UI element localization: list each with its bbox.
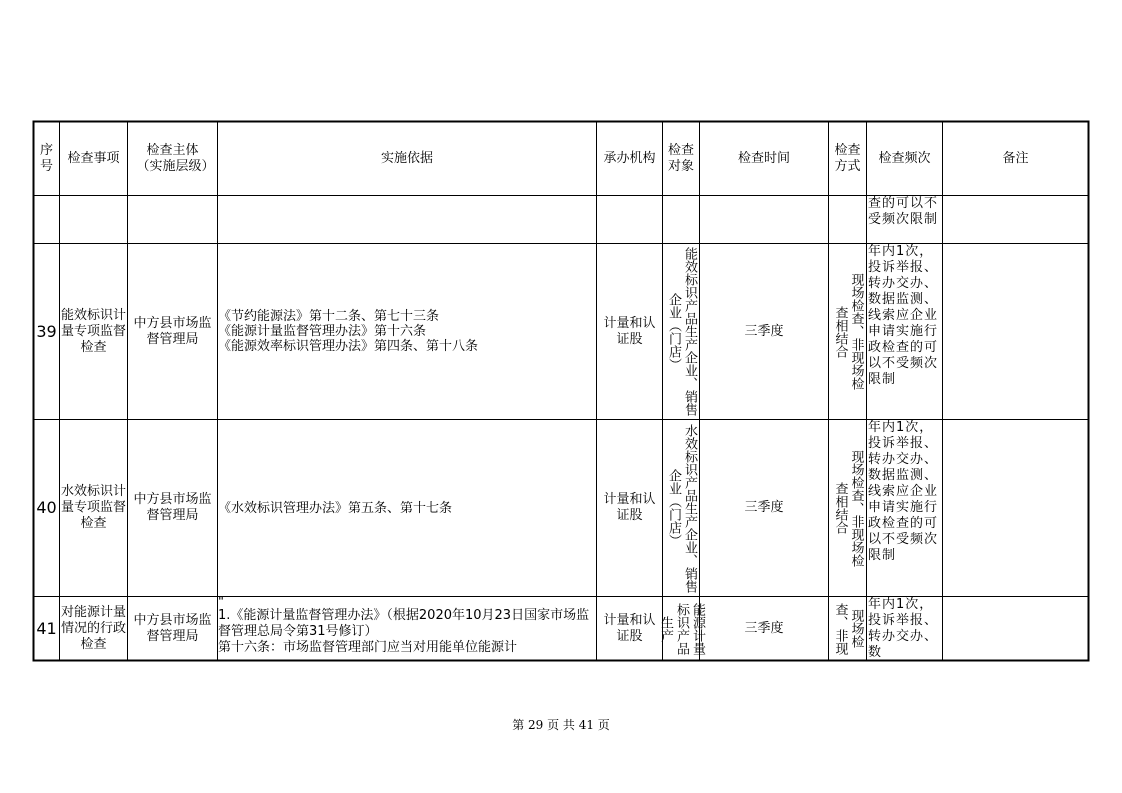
header-note-text: 备注 [1002,150,1029,166]
row-40-subject [128,420,217,596]
header-note [943,122,1088,195]
freq-text: 年内1次，投诉举报、转办交办、数据监测、线索应企业申请实施行政检查的可以不受频次限制 [868,244,939,387]
basis-line: 1.《能源计量监督管理办法》（根据2020年10月23日国家市场监督管理总局令第31号修订） [218,608,590,639]
header-basis-text: 实施依据 [380,150,433,166]
freq-text: 查的可以不受频次限制 [868,196,939,227]
time-text: 三季度 [744,323,784,339]
header-agency [597,122,662,195]
time-text: 三季度 [744,500,784,515]
row-41-item [60,597,127,660]
method-text: 现场检查、非现场检查相结合 [832,273,864,390]
target-text: 能源计量标识产品生产 [658,602,705,655]
seq-number: 40 [36,498,57,517]
basis-line: 《水效标识管理办法》第五条、第十七条 [218,500,453,516]
subject-text: 中方县市场监督管理局 [133,612,212,644]
basis-line: 第十六条：市场监督管理部门应当对用能单位能源计 [218,640,518,655]
basis-line: " [218,595,224,610]
header-freq [867,122,942,195]
table-row-continued-freq [868,196,942,243]
row-40-agency [597,420,662,596]
header-subject-text: 检查主体（实施层级） [136,142,215,174]
basis-lines [218,309,478,354]
row-39-method [829,244,866,419]
method-text: 现场检查、非现场检查相结合 [832,449,864,567]
agency-text: 计量和认证股 [603,315,656,347]
header-subject [128,122,217,195]
row-40-item [60,420,127,596]
row-41-subject [128,597,217,660]
subject-text: 中方县市场监督管理局 [133,492,212,523]
freq-text: 年内1次，投诉举报、转办交办、数据监测、线索应企业申请实施行政检查的可以不受频次限制 [868,420,939,563]
agency-text: 计量和认证股 [603,613,656,644]
basis-lines [218,597,594,656]
row-40-basis [218,420,596,596]
row-40-target [663,420,699,596]
row-41-seq [34,597,59,660]
agency-text: 计量和认证股 [603,492,656,523]
row-39-item [60,244,127,419]
row-39-basis [218,244,596,419]
header-target-text: 检查对象 [667,142,694,174]
target-text: 水效标识产品生产企业、销售企业（门店） [666,423,697,593]
item-text: 能效标识计量专项监督检查 [60,307,126,355]
row-40-seq [34,420,59,596]
header-agency-text: 承办机构 [603,150,656,166]
basis-line: 《能源效率标识管理办法》第四条、第十八条 [218,339,479,354]
header-method [829,122,866,195]
seq-number: 39 [36,321,57,341]
row-39-time [700,244,828,419]
time-text: 三季度 [744,620,784,636]
basis-line: 《能源计量监督管理办法》第十六条 [218,324,427,339]
row-39-freq [868,244,942,419]
row-41-agency [597,597,662,660]
header-time-text: 检查时间 [737,150,790,166]
seq-number: 41 [36,618,57,638]
row-41-method [829,597,866,660]
header-time [700,122,828,195]
row-40-freq [868,420,942,596]
item-text: 水效标识计量专项监督检查 [60,484,126,531]
header-target [663,122,699,195]
header-basis [218,122,596,195]
header-seq [34,122,59,195]
header-seq-text: 序号 [39,142,53,174]
row-39-target [663,244,699,419]
header-freq-text: 检查频次 [878,150,931,166]
row-41-freq [868,597,942,660]
row-41-basis [218,597,596,660]
subject-text: 中方县市场监督管理局 [133,315,212,347]
target-text: 能效标识产品生产企业、销售企业（门店） [666,247,697,416]
header-item-text: 检查事项 [67,150,120,166]
row-40-method [829,420,866,596]
basis-line: 《节约能源法》第十二条、第七十三条 [218,309,440,324]
row-41-time [700,597,828,660]
row-39-subject [128,244,217,419]
header-item [60,122,127,195]
header-method-text: 检查方式 [834,142,861,174]
row-39-agency [597,244,662,419]
method-text: 现场检查、非现 [832,602,864,655]
row-40-time [700,420,828,596]
row-39-seq [34,244,59,419]
row-41-target [658,597,705,660]
page-number: 第 29 页 共 41 页 [512,718,610,732]
freq-text: 年内1次，投诉举报、转办交办、数 [868,597,939,660]
item-text: 对能源计量情况的行政检查 [60,604,126,652]
